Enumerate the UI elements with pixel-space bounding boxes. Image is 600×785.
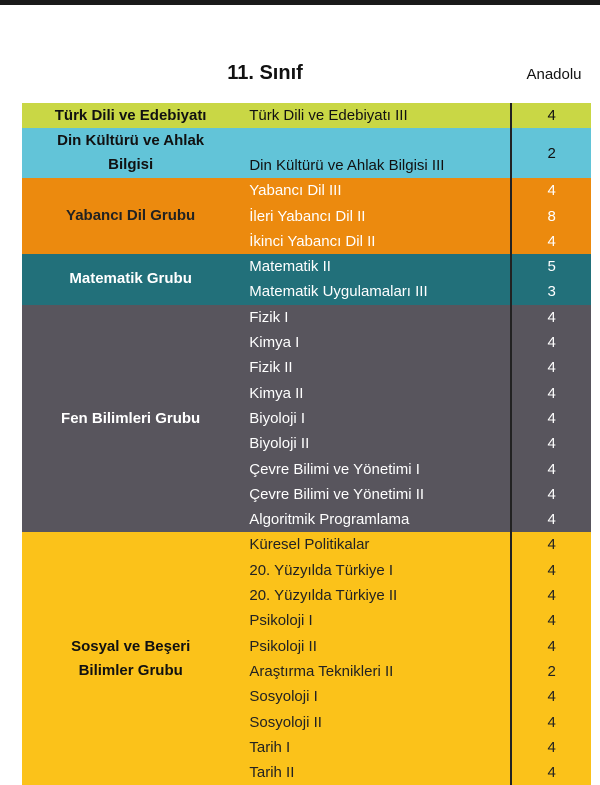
subject-hours: 4 — [547, 485, 556, 503]
hours-column — [510, 103, 591, 128]
column-header-anadolu: Anadolu — [526, 66, 582, 83]
top-border — [0, 0, 600, 5]
hours-column — [510, 305, 591, 533]
subject-hours: 4 — [547, 232, 556, 250]
subject-hours: 8 — [547, 207, 556, 225]
group-name: Yabancı Dil Grubu — [66, 207, 196, 225]
subject-name: Fizik I — [249, 308, 289, 326]
subject-name: Çevre Bilimi ve Yönetimi I — [249, 460, 420, 478]
subject-name: İkinci Yabancı Dil II — [249, 232, 376, 250]
hours-column — [510, 128, 591, 178]
subject-hours: 4 — [547, 764, 556, 782]
subject-name: Din Kültürü ve Ahlak Bilgisi III — [249, 157, 445, 174]
subject-hours: 4 — [547, 182, 556, 200]
group-name: Matematik Grubu — [69, 270, 192, 288]
subject-name: 20. Yüzyılda Türkiye II — [249, 587, 398, 605]
group-name: Din Kültürü ve Ahlak Bilgisi — [57, 132, 205, 174]
subject-hours: 4 — [547, 308, 556, 326]
group-yabanci-dil — [22, 178, 591, 254]
hours-column — [510, 254, 591, 305]
subject-list — [239, 103, 510, 128]
subject-hours: 4 — [547, 738, 556, 756]
subject-name: Sosyoloji I — [249, 688, 318, 706]
subject-name: Matematik Uygulamaları III — [249, 283, 428, 301]
group-fen-bilimleri — [22, 305, 591, 533]
subject-hours: 4 — [547, 587, 556, 605]
subject-name: Kimya II — [249, 384, 304, 402]
group-name: Fen Bilimleri Grubu — [61, 409, 201, 427]
group-matematik — [22, 254, 591, 305]
subject-hours: 4 — [547, 688, 556, 706]
subject-hours: 4 — [547, 536, 556, 554]
subject-list — [239, 254, 510, 305]
subject-hours: 4 — [547, 359, 556, 377]
subject-list — [239, 128, 510, 178]
subject-name: İleri Yabancı Dil II — [249, 207, 366, 225]
curriculum-table — [22, 103, 591, 785]
subject-hours: 4 — [547, 612, 556, 630]
subject-hours: 4 — [547, 637, 556, 655]
subject-hours: 4 — [547, 511, 556, 529]
subject-hours: 4 — [547, 713, 556, 731]
subject-name: Fizik II — [249, 359, 293, 377]
page-title: 11. Sınıf — [227, 62, 303, 84]
group-turk-dili — [22, 103, 591, 128]
subject-name: Yabancı Dil III — [249, 182, 342, 200]
subject-list — [239, 305, 510, 533]
subject-hours: 4 — [547, 384, 556, 402]
group-name: Sosyal ve Beşeri Bilimler Grubu — [71, 637, 191, 679]
subject-name: Tarih II — [249, 764, 295, 782]
subject-name: Psikoloji I — [249, 612, 313, 630]
subject-hours: 4 — [547, 460, 556, 478]
subject-name: 20. Yüzyılda Türkiye I — [249, 561, 394, 579]
subject-hours: 4 — [547, 561, 556, 579]
subject-name: Araştırma Teknikleri II — [249, 662, 394, 680]
subject-name: Çevre Bilimi ve Yönetimi II — [249, 485, 425, 503]
subject-name: Küresel Politikalar — [249, 536, 370, 554]
group-sosyal-beseri — [22, 532, 591, 785]
subject-name: Türk Dili ve Edebiyatı III — [249, 107, 408, 124]
subject-name: Biyoloji II — [249, 435, 310, 453]
subject-name: Tarih I — [249, 738, 291, 756]
subject-list — [239, 532, 510, 785]
subject-name: Kimya I — [249, 334, 300, 352]
subject-hours: 2 — [547, 662, 556, 680]
group-din-kulturu — [22, 128, 591, 178]
group-name: Türk Dili ve Edebiyatı — [54, 106, 207, 124]
subject-hours: 4 — [547, 435, 556, 453]
subject-name: Matematik II — [249, 258, 331, 276]
subject-hours: 4 — [547, 107, 556, 124]
subject-name: Sosyoloji II — [249, 713, 322, 731]
subject-name: Algoritmik Programlama — [249, 511, 410, 529]
subject-list — [239, 178, 510, 254]
subject-name: Psikoloji II — [249, 637, 317, 655]
subject-hours: 4 — [547, 409, 556, 427]
hours-column — [510, 178, 591, 254]
subject-hours: 4 — [547, 334, 556, 352]
subject-hours: 2 — [547, 144, 556, 162]
subject-name: Biyoloji I — [249, 409, 306, 427]
subject-hours: 5 — [547, 258, 556, 276]
subject-hours: 3 — [547, 283, 556, 301]
hours-column — [510, 532, 591, 785]
